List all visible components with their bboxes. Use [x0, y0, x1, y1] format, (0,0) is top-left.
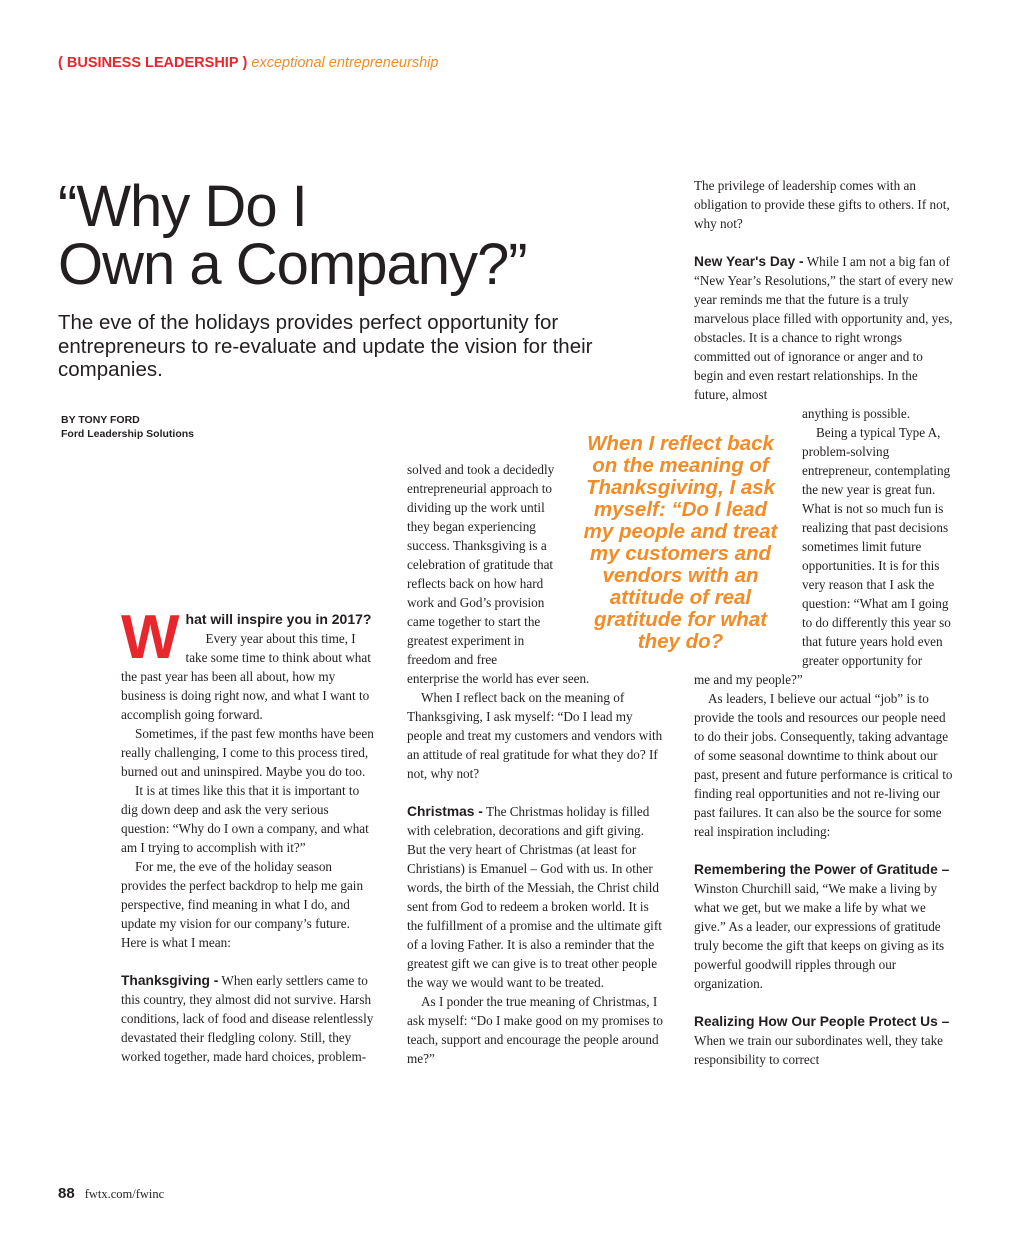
col3-narrow-1: anything is possible. [802, 406, 911, 421]
article-title [58, 174, 527, 297]
paragraph-4: For me, the eve of the holiday season provides the perfect backdrop to help me gain perspective, find meaning in what I do, and update my vision for our company’s future. Here is what I mean: [121, 859, 364, 950]
section-open-bracket: ( [58, 55, 63, 71]
col3-paragraph-3: As leaders, I believe our actual “job” is to provide the tools and resources our people need to do their jobs. Consequently, taking advantage of some seasonal downtime to think about our past, present and future performance is critical to finding real opportunities and not re-living our past failures. It can also be the source for some real inspiration including: [694, 691, 953, 839]
paragraph-1: Every year about this time, I take some time to think about what the past year has been all about, how my business is doing right now, and what I want to accomplish going forward. [121, 631, 371, 722]
paragraph-2: Sometimes, if the past few months have been really challenging, I come to this process tired, burned out and uninspired. Maybe you do too. [121, 726, 374, 779]
byline [61, 413, 194, 441]
section-close-bracket: ) [242, 55, 248, 71]
byline-author: BY TONY FORD [61, 414, 140, 426]
protect-text: When we train our subordinates well, they take responsibility to correct [694, 1033, 944, 1067]
col3-narrow-2: Being a typical Type A, problem-solving entrepreneur, contemplating the new year is great fun. What is not so much fun is realizing that past decisions sometimes limit future opportunities. It is for this very reason that I ask the question: “What am I going to do differently this year so that future years hold even greater opportunity for [802, 425, 951, 668]
paragraph-3: It is at times like this that it is important to dig down deep and ask the very serious question: “Why do I own a company, and what am I trying to accomplish with it?” [121, 783, 369, 855]
page-footer [58, 1185, 164, 1203]
column-3 [694, 176, 954, 1069]
thanksgiving-section [121, 971, 378, 1066]
pull-quote: When I reflect back on the meaning of Thanksgiving, I ask myself: “Do I lead my people and treat my customers and vendors with an attitude of real gratitude for what they do? [583, 432, 778, 653]
title-line-2: Own a Company?” [58, 232, 527, 297]
section-tag [58, 55, 438, 71]
section-category: BUSINESS LEADERSHIP [66, 55, 239, 71]
article-deck: The eve of the holidays provides perfect opportunity for entrepreneurs to re-evaluate and update the vision for their companies. [58, 311, 593, 381]
col2-narrow-paragraph: solved and took a decidedly entrepreneurial approach to dividing up the work until they began experiencing success. Thanksgiving is a celebration of gratitude that reflects back on how hard work and God’s provision came together to start the greatest experiment in freedom and free [407, 462, 555, 667]
gratitude-text: Winston Churchill said, “We make a living by what we get, but we make a life by what we give.” As a leader, our expressions of gratitude truly become the gift that keeps on giving as its powerful goodwill ripples through our organization. [694, 881, 945, 991]
newyear-text: While I am not a big fan of “New Year’s Resolutions,” the start of every new year reminds me that the future is a truly marvelous place filled with opportunity and, yes, obstacles. It is a chance to right wrongs committed out of ignorance or anger and to begin and even restart relationships. In the future, almost [694, 254, 954, 402]
newyear-section [694, 252, 954, 404]
christmas-paragraph-2: As I ponder the true meaning of Christmas, I ask myself: “Do I make good on my promises to teach, support and encourage the people around me?” [407, 994, 664, 1066]
col2-paragraph-2: When I reflect back on the meaning of Thanksgiving, I ask myself: “Do I lead my people and treat my customers and vendors with an attitude of real gratitude for what they do? If not, why not? [407, 690, 663, 781]
title-line-1: “Why Do I [58, 174, 307, 239]
protect-section [694, 1012, 954, 1069]
christmas-section [407, 802, 666, 992]
lead-paragraph [121, 603, 378, 724]
christmas-heading: Christmas - [407, 804, 483, 819]
christmas-text: The Christmas holiday is filled with celebration, decorations and gift giving. But the very heart of Christmas (at least for Christians) is Emanuel – God with us. In other words, the birth of the Messiah, the Christ child sent from God to redeem a broken world. It is the fulfillment of a promise and the ultimate gift of a loving Father. It is also a reminder that the greatest gift we can give is to treat other people the way we would want to be treated. [407, 804, 662, 990]
column-1 [121, 603, 378, 1066]
page-number: 88 [58, 1185, 75, 1202]
drop-cap: W [121, 603, 180, 672]
lead-question: hat will inspire you in 2017? [185, 611, 372, 627]
thanksgiving-heading: Thanksgiving - [121, 973, 219, 988]
gratitude-heading: Remembering the Power of Gratitude – [694, 862, 950, 877]
col2-continuation: enterprise the world has ever seen. [407, 671, 590, 686]
byline-org: Ford Leadership Solutions [61, 428, 195, 440]
thanksgiving-text: When early settlers came to this country, they almost did not survive. Harsh conditions, lack of food and disease relentlessly devastated their fledgling colony. Still, they worked together, made hard choices, problem- [121, 973, 374, 1064]
col3-paragraph-1: The privilege of leadership comes with an obligation to provide these gifts to others. If not, why not? [694, 178, 950, 231]
footer-url: fwtx.com/fwinc [84, 1187, 165, 1201]
gratitude-section [694, 860, 954, 993]
section-subcategory: exceptional entrepreneurship [251, 55, 439, 71]
protect-heading: Realizing How Our People Protect Us – [694, 1014, 950, 1029]
col3-continuation: me and my people?” [694, 672, 803, 687]
newyear-heading: New Year's Day - [694, 254, 804, 269]
